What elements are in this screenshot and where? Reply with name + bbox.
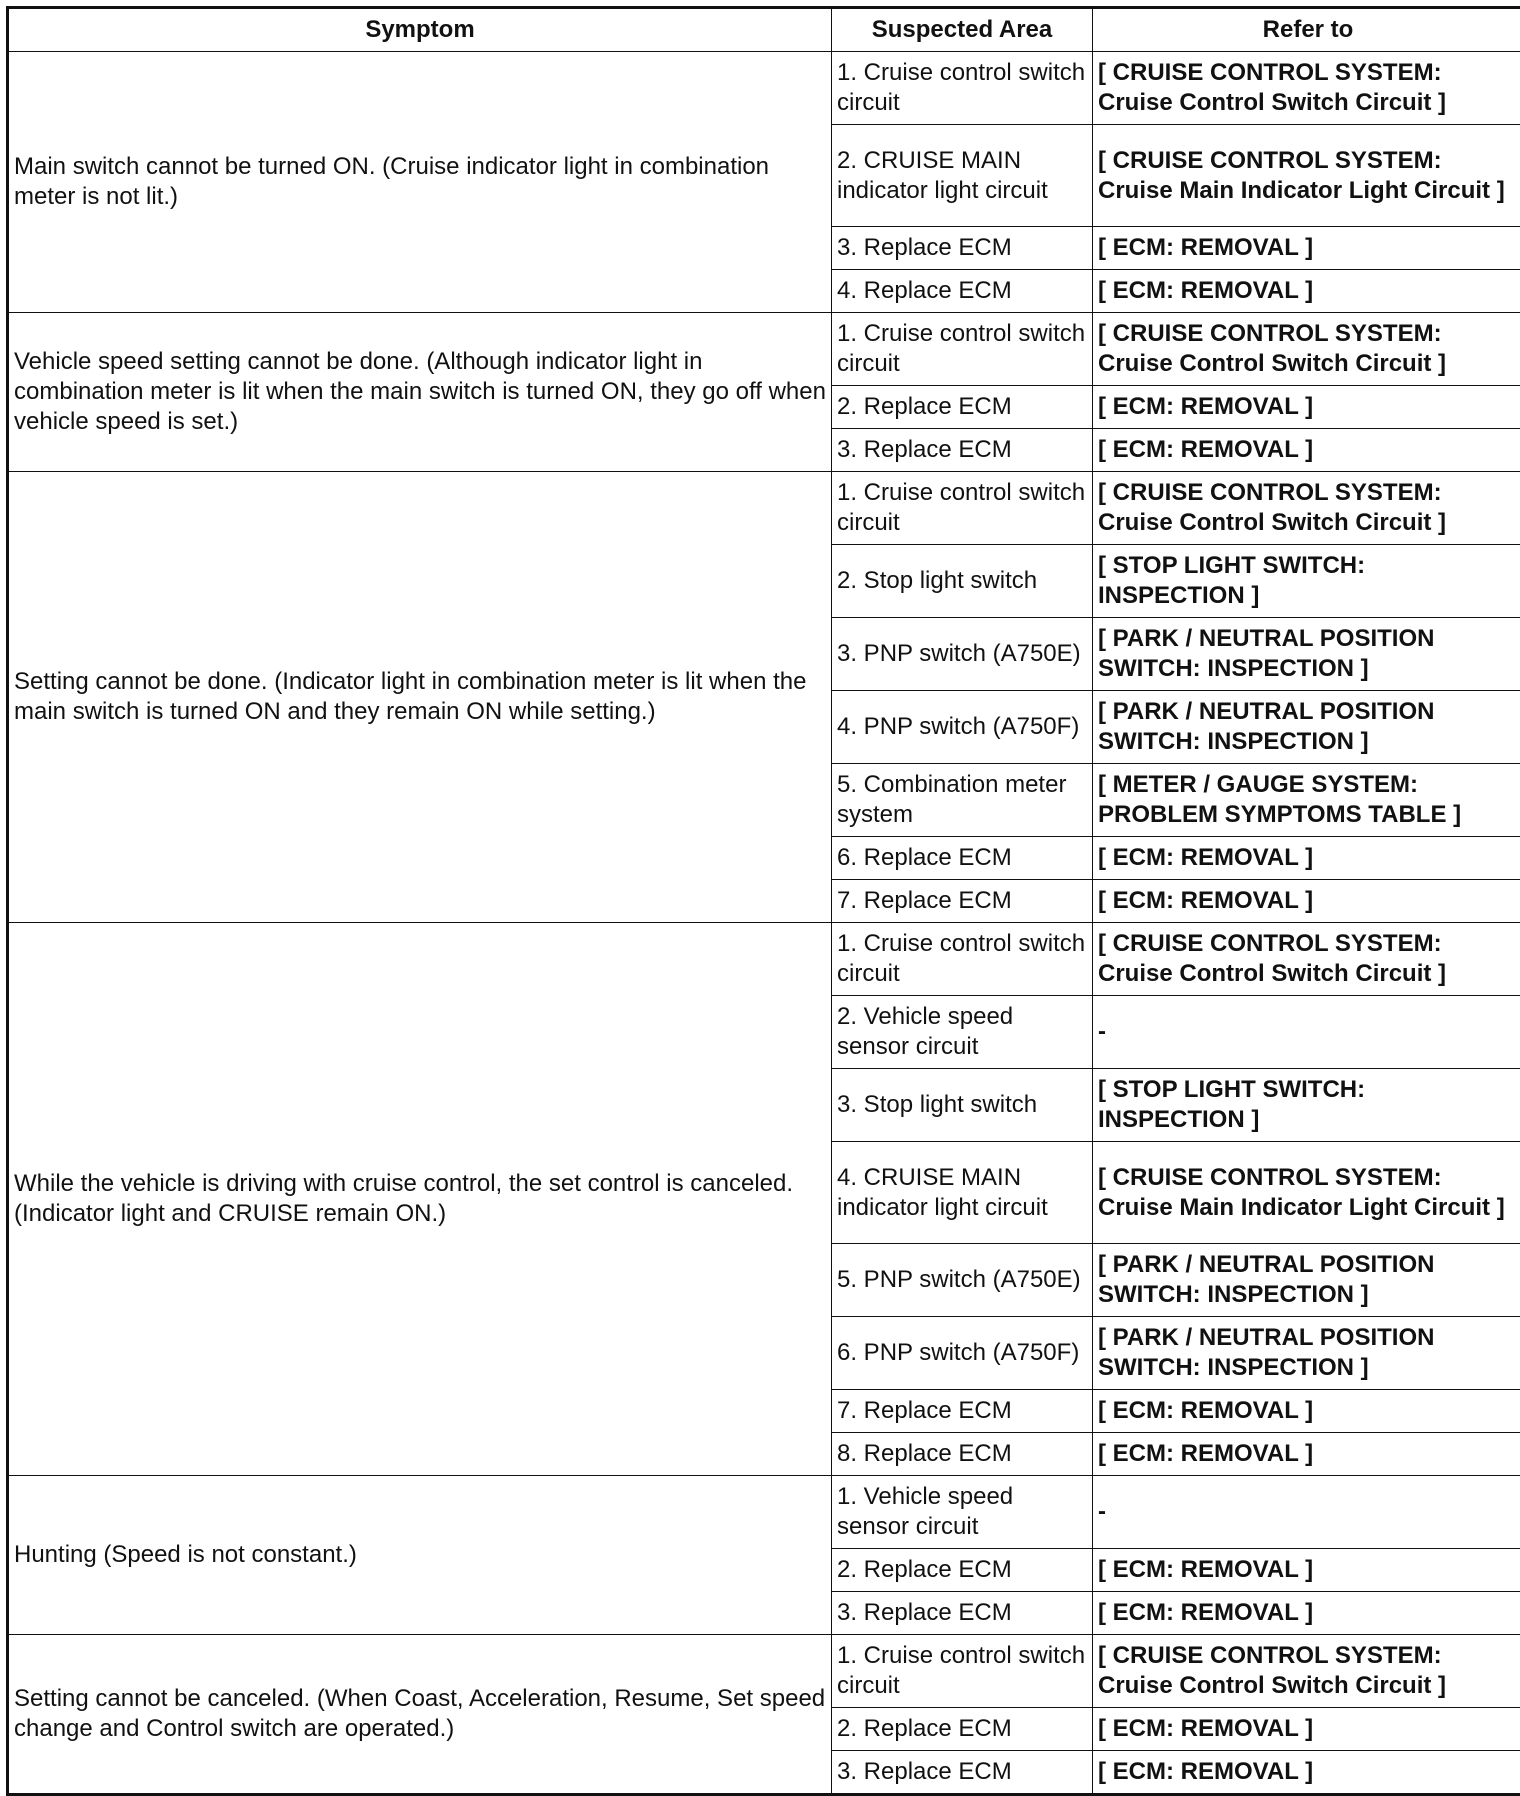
refer-to-cell: [ CRUISE CONTROL SYSTEM: Cruise Control Switch Circuit ] bbox=[1093, 313, 1520, 386]
refer-to-cell: [ ECM: REMOVAL ] bbox=[1093, 1433, 1520, 1476]
suspected-area-cell: 7. Replace ECM bbox=[832, 1390, 1093, 1433]
suspected-area-cell: 1. Cruise control switch circuit bbox=[832, 923, 1093, 996]
suspected-area-cell: 7. Replace ECM bbox=[832, 880, 1093, 923]
problem-symptoms-table bbox=[6, 6, 1520, 1796]
table-header-row bbox=[8, 8, 1520, 52]
refer-to-cell: [ PARK / NEUTRAL POSITION SWITCH: INSPECTION ] bbox=[1093, 1317, 1520, 1390]
suspected-area-cell: 3. Stop light switch bbox=[832, 1069, 1093, 1142]
refer-to-cell: [ PARK / NEUTRAL POSITION SWITCH: INSPECTION ] bbox=[1093, 1244, 1520, 1317]
refer-to-cell: [ CRUISE CONTROL SYSTEM: Cruise Control Switch Circuit ] bbox=[1093, 923, 1520, 996]
suspected-area-cell: 3. Replace ECM bbox=[832, 1751, 1093, 1795]
refer-to-cell: [ ECM: REMOVAL ] bbox=[1093, 837, 1520, 880]
suspected-area-cell: 3. Replace ECM bbox=[832, 227, 1093, 270]
suspected-area-cell: 2. Stop light switch bbox=[832, 545, 1093, 618]
refer-to-cell: [ ECM: REMOVAL ] bbox=[1093, 227, 1520, 270]
symptom-cell: Vehicle speed setting cannot be done. (Although indicator light in combination meter is lit when the main switch is turned ON, they go off when vehicle speed is set.) bbox=[8, 313, 832, 472]
suspected-area-cell: 2. Replace ECM bbox=[832, 386, 1093, 429]
refer-to-cell: [ CRUISE CONTROL SYSTEM: Cruise Control Switch Circuit ] bbox=[1093, 52, 1520, 125]
symptom-cell: Main switch cannot be turned ON. (Cruise indicator light in combination meter is not lit.) bbox=[8, 52, 832, 313]
suspected-area-cell: 2. Vehicle speed sensor circuit bbox=[832, 996, 1093, 1069]
suspected-area-cell: 4. Replace ECM bbox=[832, 270, 1093, 313]
suspected-area-cell: 1. Cruise control switch circuit bbox=[832, 313, 1093, 386]
refer-to-cell: [ ECM: REMOVAL ] bbox=[1093, 1592, 1520, 1635]
suspected-area-cell: 1. Cruise control switch circuit bbox=[832, 472, 1093, 545]
refer-to-cell: [ ECM: REMOVAL ] bbox=[1093, 429, 1520, 472]
refer-to-cell: [ ECM: REMOVAL ] bbox=[1093, 1708, 1520, 1751]
refer-to-cell: [ CRUISE CONTROL SYSTEM: Cruise Main Indicator Light Circuit ] bbox=[1093, 1142, 1520, 1244]
problem-symptoms-table-container bbox=[6, 6, 1520, 1796]
symptom-cell: Setting cannot be canceled. (When Coast, Acceleration, Resume, Set speed change and Control switch are operated.) bbox=[8, 1635, 832, 1795]
symptom-cell: Hunting (Speed is not constant.) bbox=[8, 1476, 832, 1635]
suspected-area-cell: 8. Replace ECM bbox=[832, 1433, 1093, 1476]
header-symptom: Symptom bbox=[8, 8, 832, 52]
suspected-area-cell: 2. CRUISE MAIN indicator light circuit bbox=[832, 125, 1093, 227]
refer-to-cell: - bbox=[1093, 996, 1520, 1069]
header-refer-to: Refer to bbox=[1093, 8, 1520, 52]
refer-to-cell: [ PARK / NEUTRAL POSITION SWITCH: INSPECTION ] bbox=[1093, 691, 1520, 764]
refer-to-cell: - bbox=[1093, 1476, 1520, 1549]
table-row bbox=[8, 472, 1520, 545]
table-row bbox=[8, 1635, 1520, 1708]
table-row bbox=[8, 313, 1520, 386]
refer-to-cell: [ ECM: REMOVAL ] bbox=[1093, 1390, 1520, 1433]
refer-to-cell: [ METER / GAUGE SYSTEM: PROBLEM SYMPTOMS TABLE ] bbox=[1093, 764, 1520, 837]
symptom-cell: Setting cannot be done. (Indicator light in combination meter is lit when the main switch is turned ON and they remain ON while setting.) bbox=[8, 472, 832, 923]
refer-to-cell: [ CRUISE CONTROL SYSTEM: Cruise Main Indicator Light Circuit ] bbox=[1093, 125, 1520, 227]
refer-to-cell: [ ECM: REMOVAL ] bbox=[1093, 270, 1520, 313]
suspected-area-cell: 1. Vehicle speed sensor circuit bbox=[832, 1476, 1093, 1549]
refer-to-cell: [ PARK / NEUTRAL POSITION SWITCH: INSPECTION ] bbox=[1093, 618, 1520, 691]
table-row bbox=[8, 923, 1520, 996]
refer-to-cell: [ CRUISE CONTROL SYSTEM: Cruise Control Switch Circuit ] bbox=[1093, 472, 1520, 545]
suspected-area-cell: 4. CRUISE MAIN indicator light circuit bbox=[832, 1142, 1093, 1244]
suspected-area-cell: 4. PNP switch (A750F) bbox=[832, 691, 1093, 764]
header-suspected-area: Suspected Area bbox=[832, 8, 1093, 52]
refer-to-cell: [ ECM: REMOVAL ] bbox=[1093, 1751, 1520, 1795]
suspected-area-cell: 2. Replace ECM bbox=[832, 1708, 1093, 1751]
suspected-area-cell: 2. Replace ECM bbox=[832, 1549, 1093, 1592]
suspected-area-cell: 3. Replace ECM bbox=[832, 429, 1093, 472]
suspected-area-cell: 5. PNP switch (A750E) bbox=[832, 1244, 1093, 1317]
refer-to-cell: [ ECM: REMOVAL ] bbox=[1093, 1549, 1520, 1592]
refer-to-cell: [ ECM: REMOVAL ] bbox=[1093, 880, 1520, 923]
refer-to-cell: [ ECM: REMOVAL ] bbox=[1093, 386, 1520, 429]
suspected-area-cell: 6. PNP switch (A750F) bbox=[832, 1317, 1093, 1390]
suspected-area-cell: 6. Replace ECM bbox=[832, 837, 1093, 880]
table-row bbox=[8, 1476, 1520, 1549]
suspected-area-cell: 5. Combination meter system bbox=[832, 764, 1093, 837]
table-row bbox=[8, 52, 1520, 125]
suspected-area-cell: 3. PNP switch (A750E) bbox=[832, 618, 1093, 691]
refer-to-cell: [ STOP LIGHT SWITCH: INSPECTION ] bbox=[1093, 1069, 1520, 1142]
refer-to-cell: [ STOP LIGHT SWITCH: INSPECTION ] bbox=[1093, 545, 1520, 618]
symptom-cell: While the vehicle is driving with cruise control, the set control is canceled. (Indicator light and CRUISE remain ON.) bbox=[8, 923, 832, 1476]
suspected-area-cell: 1. Cruise control switch circuit bbox=[832, 52, 1093, 125]
suspected-area-cell: 1. Cruise control switch circuit bbox=[832, 1635, 1093, 1708]
suspected-area-cell: 3. Replace ECM bbox=[832, 1592, 1093, 1635]
refer-to-cell: [ CRUISE CONTROL SYSTEM: Cruise Control Switch Circuit ] bbox=[1093, 1635, 1520, 1708]
